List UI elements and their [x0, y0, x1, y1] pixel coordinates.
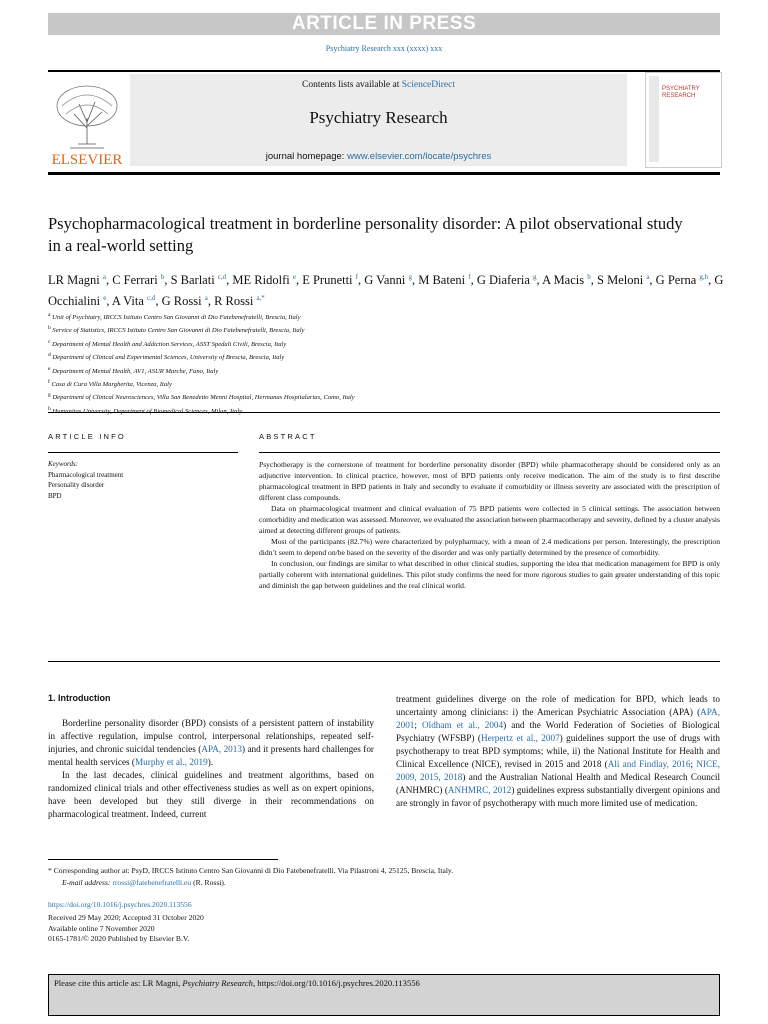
affiliation-item: $^e$ Department of Mental Health, AV1, ASUR Marche, Fano, Italy — [48, 365, 219, 375]
article-title: Psychopharmacological treatment in borderline personality disorder: A pilot observational study in a real-world setting — [48, 214, 683, 255]
journal-homepage-link[interactable]: www.elsevier.com/locate/psychres — [347, 151, 492, 162]
body-column-left — [48, 717, 374, 821]
keywords-block — [48, 459, 238, 501]
citation-link[interactable]: APA, 2001 — [396, 707, 720, 730]
publisher-name: ELSEVIER — [51, 152, 123, 168]
article-info-rule — [48, 452, 238, 453]
abstract-paragraph: In conclusion, our findings are similar to what described in other clinical studies, supporting the idea that medication management for BPD is only partially coherent with international guidelines. This pilot study confirms the need for more rigorous studies to gain greater understanding of this topic and diminish the gap between guidelines and the real clinical world. — [259, 559, 720, 590]
article-info-heading: ARTICLE INFO — [48, 432, 126, 441]
author-name[interactable]: G Rossi — [161, 294, 205, 309]
citation-link[interactable]: Ali and Findlay, 2016 — [607, 759, 691, 769]
author-name[interactable]: A Vita — [111, 294, 148, 309]
citation-link[interactable]: NICE, 2009, 2015, 2018 — [396, 759, 721, 782]
article-in-press-banner: ARTICLE IN PRESS — [48, 13, 720, 35]
affiliation-marker[interactable]: g,h — [699, 273, 709, 281]
affiliation-item: $^g$ Department of Clinical Neurosciences, Villa San Benedetto Menni Hospital, Hermanas Hospitalarias, Como, Italy — [48, 392, 355, 402]
abstract-bottom-rule — [48, 661, 720, 662]
affiliation-marker[interactable]: e — [292, 273, 296, 281]
affiliation-marker[interactable]: g — [408, 273, 412, 281]
intro-paragraph-2-continued: treatment guidelines diverge on the role of medication for BPD, which leads to uncertainty among clinicians: i) the American Psychiatric Association (APA) (APA, 2001; Oldham et al., 2004) and the World Federation of Societies of Biological Psychiatry (WFSBP) (Herpertz et al., 2007) guidelines support the use of drugs with psychotherapy to treat BPD symptoms; while, ii) the National Institute for Health and Clinical Excellence (NICE), revised in 2015 and 2018 (Ali and Findlay, 2016; NICE, 2009, 2015, 2018) and the Australian National Health and Medical Research Council (ANHMRC) (ANHMRC, 2012) guidelines express substantially divergent opinions and are strongly in favor of psychotherapy with much more limited use of medication. — [396, 694, 721, 808]
affiliation-marker[interactable]: f — [468, 273, 471, 281]
abstract-paragraph: Data on pharmacological treatment and clinical evaluation of 75 BPD patients were collected in 5 clinical settings. The association between comorbidity and medication was assessed. Moreover, we evaluated the association between pharmacotherapy and severity, defined by a cluster analysis aimed at detecting different groups of patients. — [259, 504, 720, 535]
abstract-heading: ABSTRACT — [259, 432, 317, 441]
affiliation-marker[interactable]: a — [204, 294, 208, 303]
cover-title: PSYCHIATRY RESEARCH — [662, 86, 700, 99]
publication-dates: Received 29 May 2020; Accepted 31 October 2020 Available online 7 November 2020 0165-1781/© 2020 Published by Elsevier B.V. — [48, 913, 204, 943]
citation-link[interactable]: Murphy et al., 2019 — [135, 757, 208, 767]
abstract-rule — [259, 452, 720, 453]
affiliation-marker[interactable]: e — [103, 294, 107, 303]
introduction-heading: 1. Introduction — [48, 693, 111, 703]
intro-paragraph-2: In the last decades, clinical guidelines and treatment algorithms, based on randomized clinical trials and other effectiveness studies as well as on expert opinions, have been developed but they still diverge in their recommendations on pharmacological treatment. Indeed, current — [48, 770, 374, 819]
author-name[interactable]: G Diaferia — [476, 273, 534, 288]
email-link[interactable]: rrossi@fatebenefratelli.eu — [112, 878, 192, 887]
affiliation-marker[interactable]: a,* — [256, 294, 265, 303]
journal-homepage-line: journal homepage: www.elsevier.com/locate/psychres — [265, 151, 492, 162]
author-name[interactable]: R Rossi — [214, 294, 257, 309]
author-name[interactable]: LR Magni — [48, 273, 103, 288]
author-name[interactable]: G Perna — [655, 273, 700, 288]
header-rule-top — [48, 70, 720, 72]
author-name[interactable]: E Prunetti — [302, 273, 356, 288]
header-rule-bottom — [48, 172, 720, 175]
author-name[interactable]: M Bateni — [418, 273, 469, 288]
citation-link[interactable]: Herpertz et al., 2007 — [480, 733, 560, 743]
abstract-paragraph: Psychotherapy is the cornerstone of treatment for borderline personality disorder (BPD) while pharmacotherapy should be considered only as an adjunctive intervention. In clinical practice, however, most of BPD patients only receive medication. The aim of the study is to first describe pharmacological treatment in BPD patients in Italy and secondly to evaluate if comorbidity or illness severity are associated with the prescription of different class compounds. — [259, 460, 720, 502]
affiliation-item: $^f$ Casa di Cura Villa Margherita, Vicenza, Italy — [48, 378, 172, 389]
affiliation-list — [48, 310, 728, 417]
affiliation-marker[interactable]: a — [646, 273, 650, 281]
citation-link[interactable]: Oldham et al., 2004 — [422, 720, 504, 730]
affiliation-marker[interactable]: c,d — [147, 294, 156, 303]
citation-text: Please cite this article as: LR Magni, Psychiatry Research, https://doi.org/10.1016/j.psychres.2020.113556 — [54, 978, 420, 988]
author-name[interactable]: C Ferrari — [112, 273, 161, 288]
journal-title: Psychiatry Research — [309, 108, 448, 127]
keyword-item: Pharmacological treatment — [48, 470, 124, 479]
affiliation-marker[interactable]: f — [355, 273, 358, 281]
intro-paragraph-1: Borderline personality disorder (BPD) consists of a persistent pattern of instability in affective regulation, impulse control, interpersonal relationships, repeated self-injuries, and chronic suicidal tendencies (APA, 2013) and it presents hard challenges for mental health services (Murphy et al., 2019). — [48, 718, 374, 767]
abstract-text — [259, 459, 720, 591]
affiliation-marker[interactable]: c,d — [217, 273, 227, 281]
author-name[interactable]: S Meloni — [597, 273, 647, 288]
affiliation-marker[interactable]: a — [102, 273, 106, 281]
citation-link[interactable]: ANHMRC, 2012 — [447, 785, 512, 795]
author-name[interactable]: S Barlati — [170, 273, 218, 288]
affiliation-marker[interactable]: g — [533, 273, 537, 281]
author-name[interactable]: G Vanni — [364, 273, 409, 288]
affiliation-item: $^d$ Department of Clinical and Experimental Sciences, University of Brescia, Brescia, Italy — [48, 352, 285, 362]
journal-reference[interactable]: Psychiatry Research xxx (xxxx) xxx — [325, 44, 443, 53]
affiliation-marker[interactable]: b — [587, 273, 591, 281]
contents-line: Contents lists available at ScienceDirect — [301, 80, 455, 90]
author-name[interactable]: A Macis — [542, 273, 588, 288]
author-list: LR Magni $^a$, C Ferrari $^b$, S Barlati $^{c,d}$, ME Ridolfi $^e$, E Prunetti $^f$, G Vanni $^g$, M Bateni $^f$, G Diaferia $^g$, A Macis $^b$, S Meloni $^a$, G Perna $^{g,h}$, G Occhialini $^e$, A Vita $^{c,d}$, G Rossi $^a$, R Rossi $^{a,*}$ — [48, 273, 724, 309]
affiliation-divider — [48, 412, 720, 413]
body-column-right — [396, 693, 720, 810]
corresponding-author-footnote: * Corresponding author at: PsyD, IRCCS Istituto Centro San Giovanni di Dio Fatebenefratelli, Via Pilastroni 4, 25125, Brescia, Italy. E-mail address: rrossi@fatebenefratelli.eu (R. Rossi). — [48, 866, 454, 887]
footnote-rule — [48, 859, 278, 860]
keyword-item: BPD — [48, 491, 62, 500]
keyword-item: Personality disorder — [48, 481, 105, 489]
sciencedirect-link[interactable]: ScienceDirect — [401, 80, 455, 90]
elsevier-tree-logo — [48, 78, 126, 168]
affiliation-item: h — [48, 405, 51, 412]
author-name[interactable]: ME Ridolfi — [232, 273, 293, 288]
affiliation-item: $^b$ Service of Statistics, IRCCS Istituto Centro San Giovanni di Dio Fatebenefratelli, Brescia, Italy — [48, 325, 305, 335]
affiliation-item: $^c$ Department of Mental Health and Addiction Services, ASST Spedali Civili, Brescia, Italy — [48, 338, 287, 348]
affiliation-marker[interactable]: b — [160, 273, 165, 281]
doi-link[interactable]: https://doi.org/10.1016/j.psychres.2020.113556 — [48, 900, 192, 909]
citation-link[interactable]: APA, 2013 — [201, 744, 242, 754]
abstract-paragraph: Most of the participants (82.7%) were characterized by polypharmacy, with a mean of 2.4 medications per person. Interestingly, the prescription didn’t seem to depend on/be based on the severity of the disorder and was only partially determined by the presence of comorbidity. — [259, 537, 720, 557]
keywords-label: Keywords: — [48, 460, 79, 468]
author-name[interactable]: G Occhialini — [48, 273, 724, 309]
affiliation-item: $^a$ Unit of Psychiatry, IRCCS Istituto Centro San Giovanni di Dio Fatebenefratelli, Brescia, Italy — [48, 312, 301, 322]
